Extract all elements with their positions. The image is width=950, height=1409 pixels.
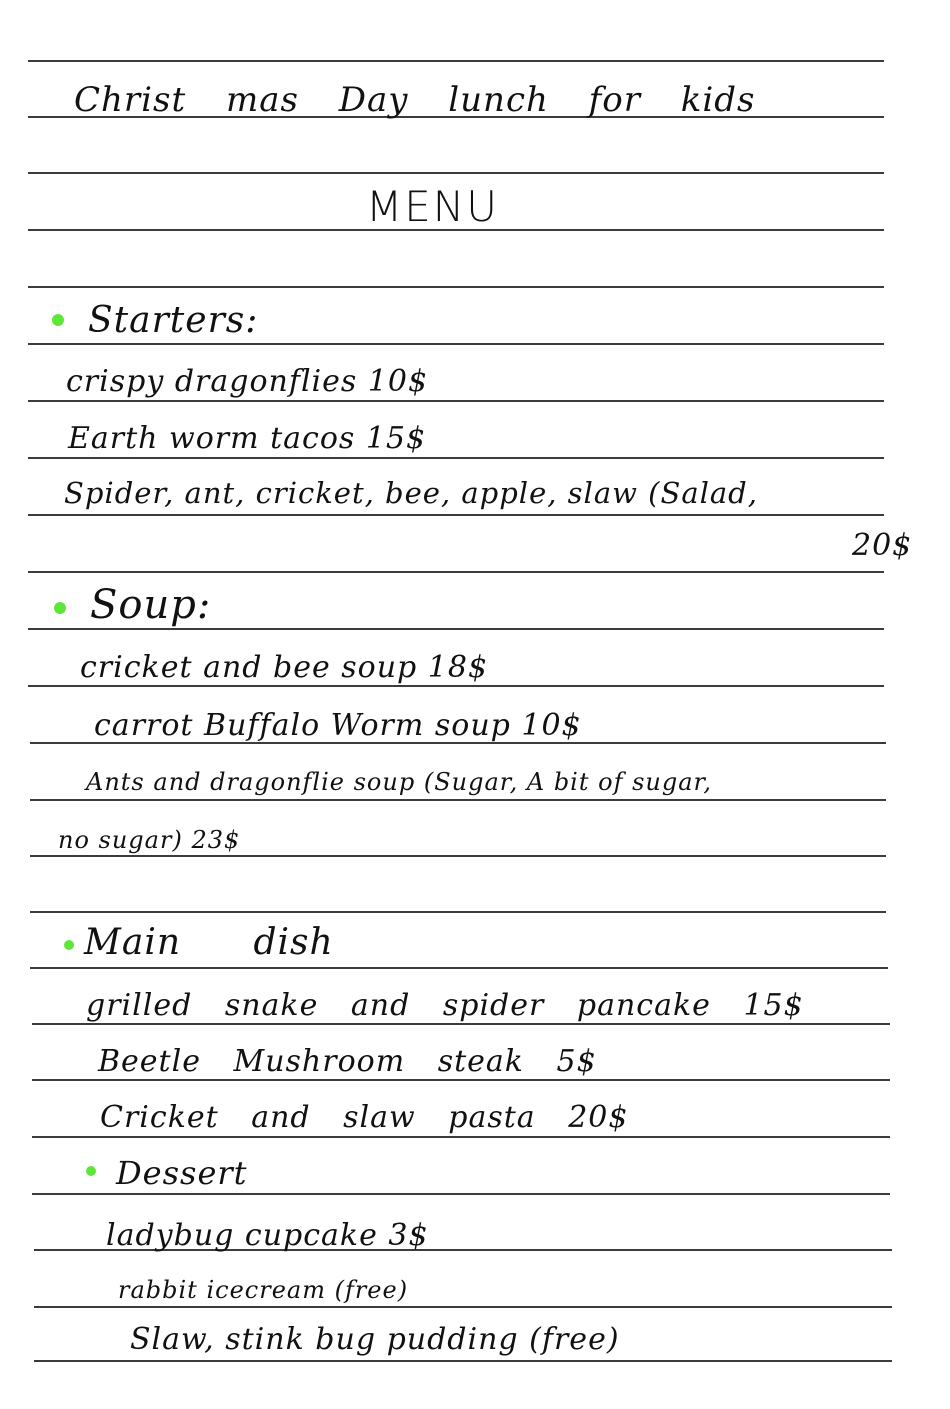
- menu-item: ladybug cupcake 3$: [106, 1218, 429, 1253]
- bullet-main-dish: [64, 940, 74, 950]
- section-heading-starters: Starters:: [88, 300, 259, 341]
- ruled-line: [30, 799, 886, 801]
- menu-item: Spider, ant, cricket, bee, apple, slaw (Salad,: [64, 476, 758, 510]
- menu-item: grilled snake and spider pancake 15$: [86, 988, 804, 1023]
- section-heading-dessert: Dessert: [116, 1154, 248, 1192]
- page-title: Christ mas Day lunch for kids: [74, 80, 756, 120]
- menu-item: Ants and dragonflie soup (Sugar, A bit of sugar,: [86, 768, 713, 796]
- section-heading-soup: Soup:: [90, 582, 212, 628]
- bullet-starters: [52, 314, 64, 326]
- menu-item: no sugar) 23$: [58, 826, 241, 854]
- ruled-line: [28, 60, 884, 62]
- ruled-line: [34, 1360, 892, 1362]
- menu-item: Cricket and slaw pasta 20$: [100, 1100, 629, 1135]
- menu-heading: MENU: [366, 182, 499, 231]
- ruled-line: [28, 286, 884, 288]
- ruled-line: [28, 514, 884, 516]
- menu-item: Earth worm tacos 15$: [68, 421, 427, 456]
- bullet-soup: [54, 602, 66, 614]
- menu-item: cricket and bee soup 18$: [80, 650, 489, 685]
- ruled-line: [28, 343, 884, 345]
- ruled-line: [32, 1193, 890, 1195]
- menu-item-price: 20$: [852, 528, 913, 563]
- ruled-line: [28, 685, 884, 687]
- menu-item: Beetle Mushroom steak 5$: [98, 1044, 597, 1079]
- ruled-line: [28, 400, 884, 402]
- section-heading-main-dish: Main dish: [84, 922, 334, 963]
- ruled-line: [34, 1306, 892, 1308]
- ruled-line: [30, 855, 886, 857]
- ruled-line: [28, 172, 884, 174]
- menu-item: carrot Buffalo Worm soup 10$: [94, 708, 582, 743]
- ruled-line: [28, 628, 884, 630]
- ruled-line: [28, 571, 884, 573]
- ruled-line: [32, 1136, 890, 1138]
- bullet-dessert: [86, 1166, 96, 1176]
- ruled-line: [30, 911, 886, 913]
- menu-item: rabbit icecream (free): [118, 1276, 409, 1304]
- ruled-line: [28, 457, 884, 459]
- menu-item: Slaw, stink bug pudding (free): [130, 1322, 620, 1357]
- ruled-line: [30, 967, 888, 969]
- menu-item: crispy dragonflies 10$: [66, 364, 429, 399]
- ruled-line: [32, 1079, 890, 1081]
- ruled-line: [32, 1023, 890, 1025]
